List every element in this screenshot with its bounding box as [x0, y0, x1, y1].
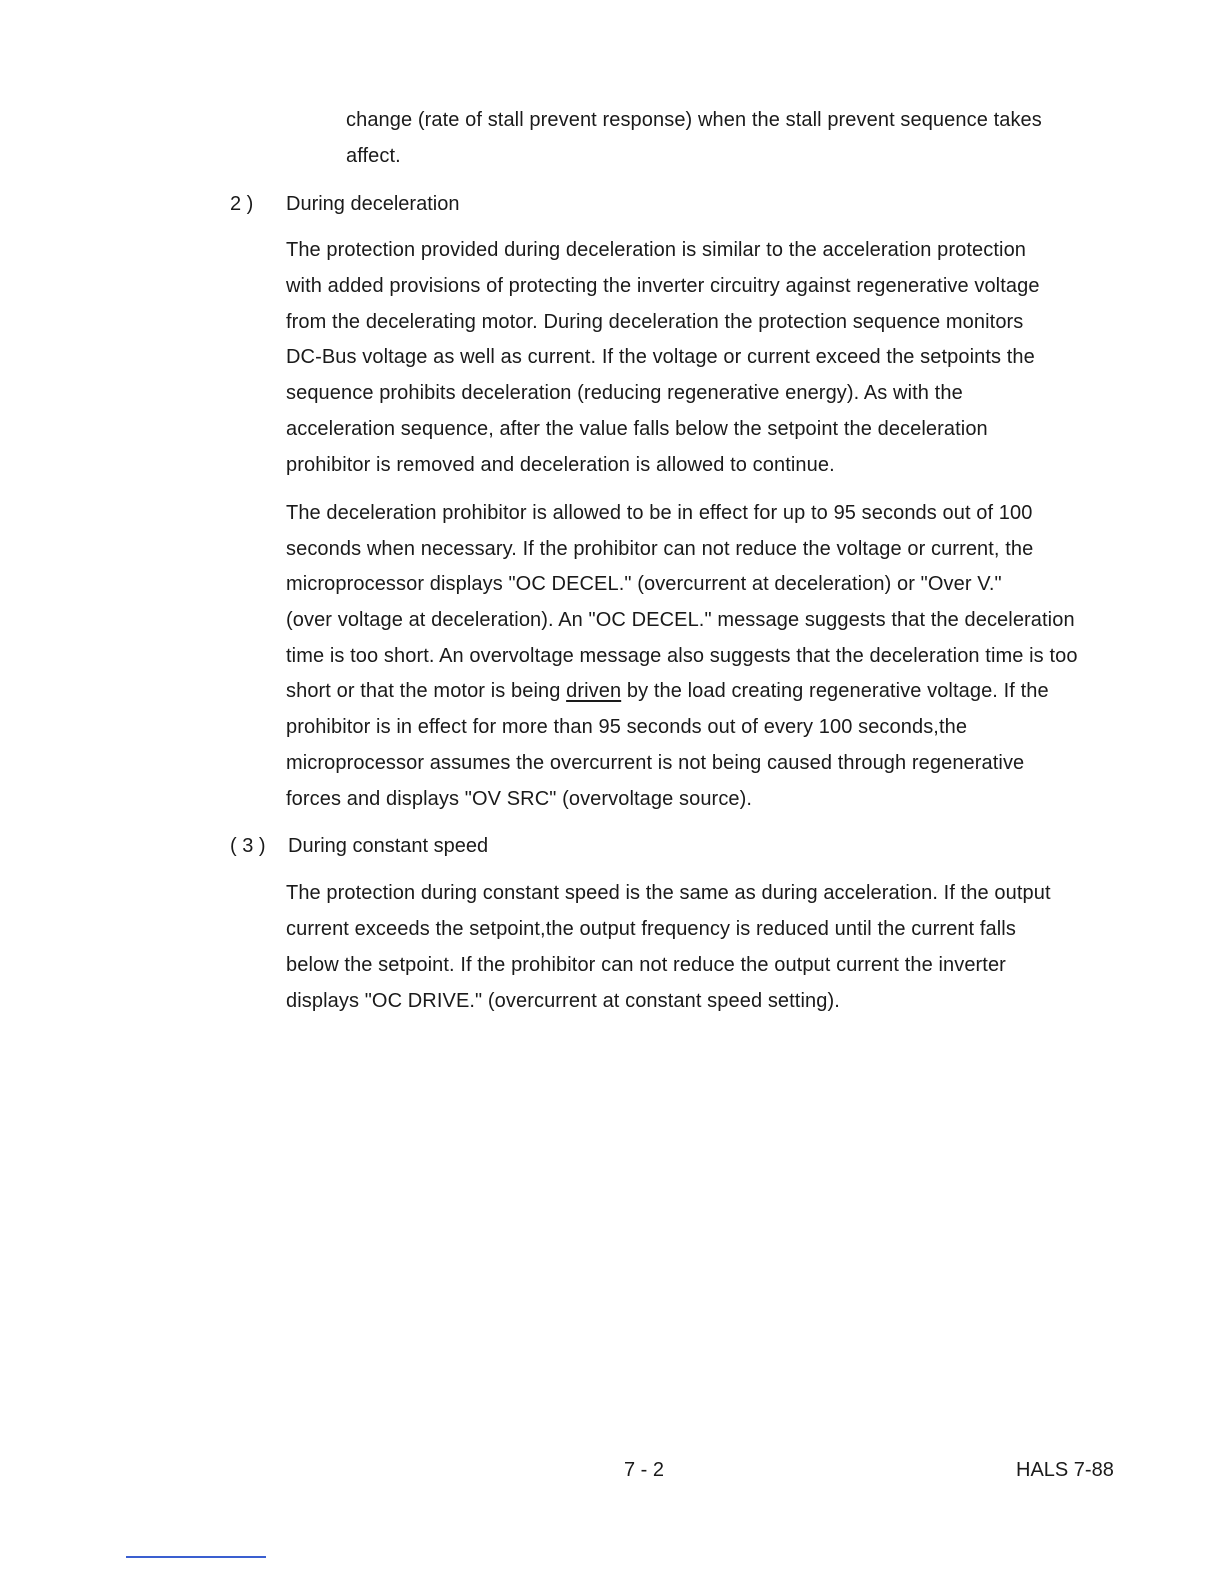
text-line: prohibitor is in effect for more than 95 seconds out of every 100 seconds,the — [286, 716, 968, 738]
text-segment: short or that the motor is being — [286, 680, 567, 702]
section-heading: During deceleration — [286, 193, 460, 215]
text-line: displays "OC DRIVE." (overcurrent at constant speed setting). — [286, 990, 840, 1012]
text-line: below the setpoint. If the prohibitor can not reduce the output current the inverter — [286, 954, 1006, 976]
text-line: (over voltage at deceleration). An "OC DECEL." message suggests that the deceleration — [286, 609, 1075, 631]
text-line: The protection during constant speed is the same as during acceleration. If the output — [286, 882, 1051, 904]
text-line: The protection provided during deceleration is similar to the acceleration protection — [286, 239, 1027, 261]
section-heading: During constant speed — [288, 835, 489, 857]
text-line: seconds when necessary. If the prohibitor can not reduce the voltage or current, the — [286, 538, 1034, 560]
text-line: current exceeds the setpoint,the output frequency is reduced until the current falls — [286, 918, 1016, 940]
page-number: 7 - 2 — [624, 1459, 665, 1481]
text-line: DC-Bus voltage as well as current. If the voltage or current exceed the setpoints the — [286, 346, 1035, 368]
text-line: microprocessor displays "OC DECEL." (overcurrent at deceleration) or "Over V." — [286, 573, 1002, 595]
section-marker: 2 ) — [230, 193, 254, 215]
text-line: affect. — [346, 145, 401, 167]
text-segment: by the load creating regenerative voltage. If the — [621, 680, 1049, 702]
text-line: prohibitor is removed and deceleration is allowed to continue. — [286, 454, 835, 476]
text-line: time is too short. An overvoltage message also suggests that the deceleration time is too — [286, 645, 1078, 667]
document-code: HALS 7-88 — [1016, 1459, 1114, 1481]
text-line: with added provisions of protecting the inverter circuitry against regenerative voltage — [286, 275, 1040, 297]
text-line: The deceleration prohibitor is allowed to be in effect for up to 95 seconds out of 100 — [286, 502, 1033, 524]
text-line: microprocessor assumes the overcurrent is not being caused through regenerative — [286, 752, 1025, 774]
scan-artifact-line — [126, 1556, 266, 1558]
text-line — [286, 679, 1049, 703]
text-line: change (rate of stall prevent response) when the stall prevent sequence takes — [346, 109, 1042, 131]
text-line: acceleration sequence, after the value falls below the setpoint the deceleration — [286, 418, 988, 440]
underlined-word: driven — [566, 680, 622, 702]
text-line: forces and displays "OV SRC" (overvoltage source). — [286, 788, 753, 810]
text-line: sequence prohibits deceleration (reducing regenerative energy). As with the — [286, 382, 963, 404]
section-marker: ( 3 ) — [230, 835, 266, 857]
text-line: from the decelerating motor. During deceleration the protection sequence monitors — [286, 311, 1024, 333]
